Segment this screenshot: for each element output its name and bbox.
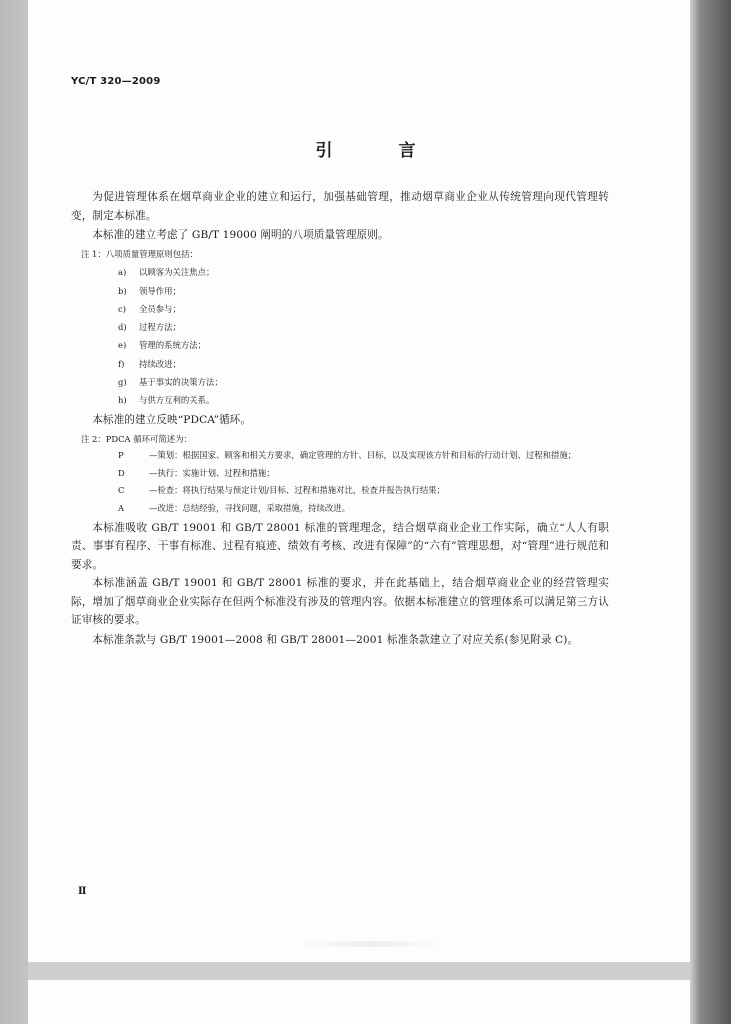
list-item: g) 基于事实的决策方法； — [118, 376, 223, 387]
page-title: 引 言 — [315, 141, 446, 161]
paragraph-3: 本标准的建立反映“PDCA”循环。 — [92, 413, 252, 426]
paragraph-2: 本标准的建立考虑了 GB/T 19000 阐明的八项质量管理原则。 — [92, 229, 389, 241]
paragraph-5: 本标准涵盖 GB/T 19001 和 GB/T 28001 标准的要求，并在此基础上，结合烟草商业企业的经营管理实际，增加了烟草商业企业实际存在但两个标准没有涉及的管理内容。依据本标准建立的管理体系可以满足第三方认证审核的要求。 — [71, 577, 609, 627]
document-body — [71, 188, 609, 650]
next-page-edge — [28, 980, 690, 1024]
note-1-intro: 注 1：八项质量管理原则包括： — [81, 249, 198, 259]
page-number: Ⅱ — [78, 886, 87, 897]
list-item: b) 领导作用； — [118, 285, 181, 296]
list-item: h) 与供方互利的关系。 — [118, 395, 215, 406]
pdca-list — [71, 448, 609, 517]
standard-code: YC/T 320—2009 — [71, 76, 161, 87]
list-item: f) 持续改进； — [118, 358, 181, 369]
principles-list — [71, 263, 609, 409]
scan-smudge — [295, 941, 445, 947]
note-2-intro: 注 2：PDCA 循环可简述为： — [81, 433, 192, 444]
list-item: A —改进：总结经验，寻找问题，采取措施，持续改进。 — [118, 503, 350, 514]
list-item: e) 管理的系统方法； — [118, 340, 206, 351]
list-item: d) 过程方法； — [118, 322, 181, 333]
list-item: P —策划：根据国家、顾客和相关方要求，确定管理的方针、目标，以及实现该方针和目标的行动计划、过程和措施； — [118, 449, 577, 460]
paragraph-1: 为促进管理体系在烟草商业企业的建立和运行，加强基础管理，推动烟草商业企业从传统管理向现代管理转变，制定本标准。 — [71, 191, 609, 222]
list-item: c) 全员参与； — [118, 303, 181, 314]
paragraph-6: 本标准条款与 GB/T 19001—2008 和 GB/T 28001—2001 标准条款建立了对应关系(参见附录 C)。 — [92, 633, 579, 646]
paragraph-4: 本标准吸收 GB/T 19001 和 GB/T 28001 标准的管理理念，结合烟草商业企业工作实际，确立“人人有职责、事事有程序、干事有标准、过程有痕迹、绩效有考核、改进有保障”的“六有”管理思想，对“管理”进行规范和要求。 — [71, 521, 609, 571]
list-item: D —执行：实施计划、过程和措施； — [118, 467, 275, 478]
list-item: C —检查：将执行结果与预定计划/目标、过程和措施对比，检查并报告执行结果； — [118, 485, 445, 496]
list-item: a) 以顾客为关注焦点； — [118, 267, 215, 278]
